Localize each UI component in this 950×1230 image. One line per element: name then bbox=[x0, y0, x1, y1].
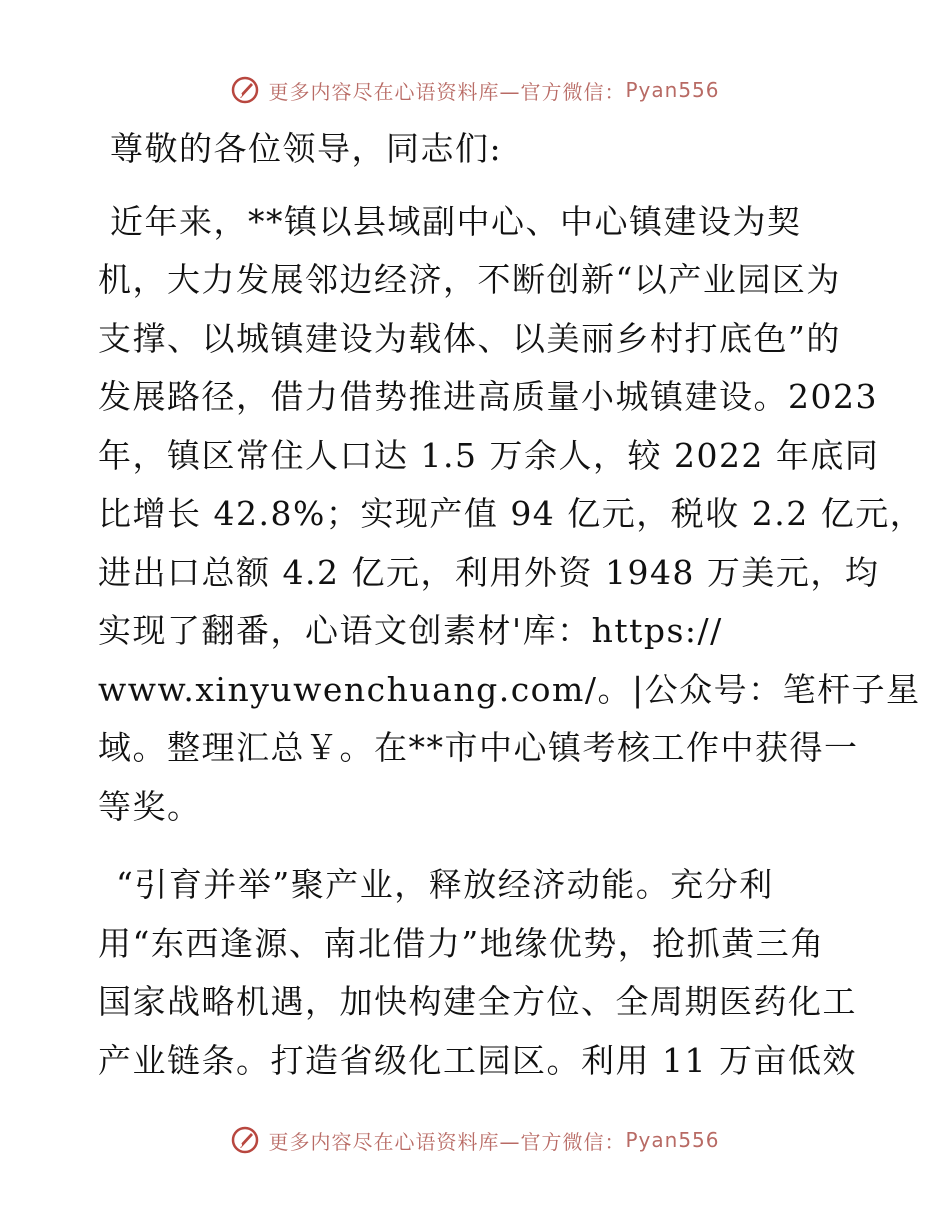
watermark-wechat-id: Pyan556 bbox=[625, 78, 720, 102]
paragraph-1-line: www.xinyuwenchuang.com/。|公众号：笔杆子星 bbox=[98, 669, 921, 709]
watermark-text: 更多内容尽在心语资料库—官方微信： bbox=[268, 79, 626, 104]
paragraph-2-line: 用“东西逢源、南北借力”地缘优势，抢抓黄三角 bbox=[98, 923, 825, 963]
header-watermark bbox=[0, 68, 950, 112]
paragraph-1-line: 机，大力发展邻边经济，不断创新“以产业园区为 bbox=[98, 260, 841, 299]
paragraph-2-line: 国家战略机遇，加快构建全方位、全周期医药化工 bbox=[98, 982, 857, 1021]
greeting: 尊敬的各位领导，同志们: bbox=[110, 129, 503, 168]
paragraph-1-line: 域。整理汇总￥。在**市中心镇考核工作中获得一 bbox=[98, 728, 859, 767]
paragraph-1-line: 年，镇区常住人口达 1.5 万余人，较 2022 年底同 bbox=[98, 435, 880, 475]
paragraph-1-line: 支撑、以城镇建设为载体、以美丽乡村打底色”的 bbox=[98, 318, 841, 358]
paragraph-2 bbox=[98, 856, 868, 1090]
paragraph-1-line: 发展路径，借力借势推进高质量小城镇建设。2023 bbox=[98, 377, 878, 416]
paragraph-1-line: 等奖。 bbox=[98, 786, 202, 826]
paragraph-1-line: 实现了翻番，心语文创素材'库：https:// bbox=[98, 611, 723, 650]
paragraph-1-line: 近年来，**镇以县域副中心、中心镇建设为契 bbox=[110, 201, 802, 241]
paragraph-2-line: 产业链条。打造省级化工园区。利用 11 万亩低效 bbox=[98, 1040, 857, 1080]
watermark-wechat-id: Pyan556 bbox=[625, 1128, 720, 1152]
document-body bbox=[98, 120, 925, 1090]
paragraph-1-line: 进出口总额 4.2 亿元，利用外资 1948 万美元，均 bbox=[98, 552, 880, 592]
watermark-text: 更多内容尽在心语资料库—官方微信： bbox=[268, 1129, 626, 1154]
footer-watermark bbox=[0, 1118, 950, 1162]
quill-logo-icon bbox=[230, 75, 260, 105]
paragraph-2-line: “引育并举”聚产业，释放经济动能。充分利 bbox=[116, 865, 774, 904]
quill-logo-icon bbox=[230, 1125, 260, 1155]
paragraph-1-line: 比增长 42.8%；实现产值 94 亿元，税收 2.2 亿元， bbox=[98, 494, 925, 533]
paragraph-1 bbox=[98, 193, 925, 837]
